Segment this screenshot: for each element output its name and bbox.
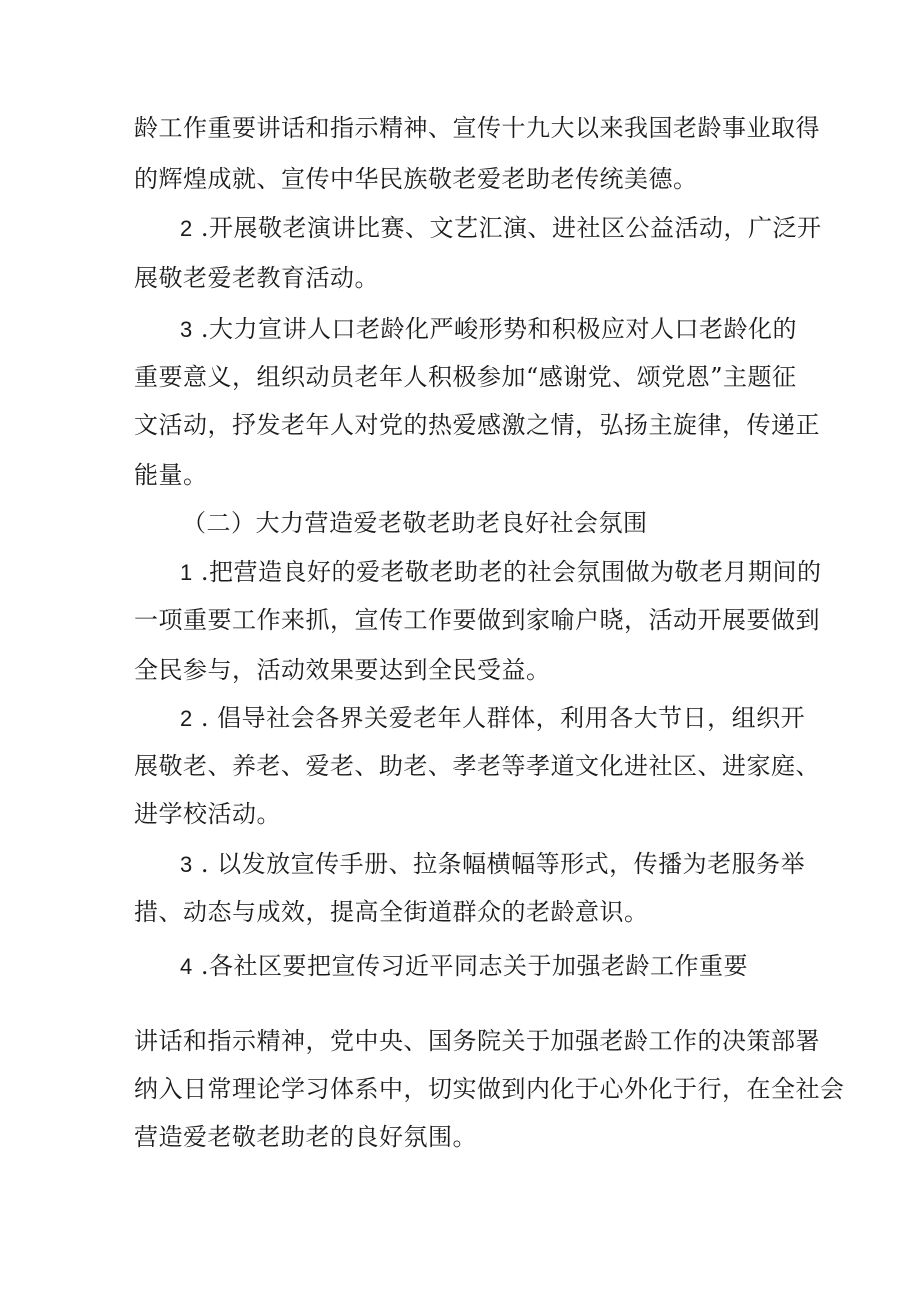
list-item-line [180, 849, 805, 879]
list-item-line [180, 557, 822, 587]
list-number: 2 [180, 706, 193, 731]
paragraph-line: 展敬老爱老教育活动。 [134, 264, 379, 292]
list-number: 3 [180, 852, 193, 877]
paragraph-line: 展敬老、养老、爱老、助老、孝老等孝道文化进社区、进家庭、 [134, 752, 820, 780]
paragraph-line: 文活动，抒发老年人对党的热爱感激之情，弘扬主旋律，传递正 [134, 411, 820, 439]
list-item-line [180, 213, 822, 243]
section-heading: （二）大力营造爱老敬老助老良好社会氛围 [182, 509, 648, 537]
paragraph-line: 龄工作重要讲话和指示精神、宣传十九大以来我国老龄事业取得 [134, 114, 820, 142]
paragraph-line: 措、动态与成效，提高全街道群众的老龄意识。 [134, 898, 649, 926]
list-item-line [180, 951, 748, 981]
list-item-line [180, 314, 797, 344]
paragraph-line: 一项重要工作来抓，宣传工作要做到家喻户晓，活动开展要做到 [134, 606, 820, 634]
paragraph-line: 全民参与，活动效果要达到全民受益。 [134, 656, 551, 684]
list-item-text: .开展敬老演讲比赛、文艺汇演、进社区公益活动，广泛开 [192, 214, 822, 242]
list-item-text: . 倡导社会各界关爱老年人群体，利用各大节日，组织开 [192, 704, 806, 732]
paragraph-line: 能量。 [134, 461, 208, 489]
list-item-text: .大力宣讲人口老龄化严峻形势和积极应对人口老龄化的 [192, 315, 798, 343]
paragraph-line: 的辉煌成就、宣传中华民族敬老爱老助老传统美德。 [134, 165, 698, 193]
paragraph-line: 进学校活动。 [134, 800, 281, 828]
list-number: 1 [180, 560, 193, 585]
paragraph-line: 讲话和指示精神，党中央、国务院关于加强老龄工作的决策部署 [134, 1027, 820, 1055]
list-number: 4 [180, 954, 193, 979]
list-number: 2 [180, 216, 193, 241]
list-item-text: .各社区要把宣传习近平同志关于加强老龄工作重要 [192, 952, 749, 980]
paragraph-line: 纳入日常理论学习体系中，切实做到内化于心外化于行，在全社会 [134, 1075, 845, 1103]
paragraph-line: 重要意义，组织动员老年人积极参加“感谢党、颂党恩”主题征 [134, 363, 797, 391]
list-item-text: . 以发放宣传手册、拉条幅横幅等形式，传播为老服务举 [192, 850, 806, 878]
paragraph-line: 营造爱老敬老助老的良好氛围。 [134, 1123, 477, 1151]
list-item-line [180, 703, 805, 733]
list-number: 3 [180, 317, 193, 342]
list-item-text: .把营造良好的爱老敬老助老的社会氛围做为敬老月期间的 [192, 558, 822, 586]
